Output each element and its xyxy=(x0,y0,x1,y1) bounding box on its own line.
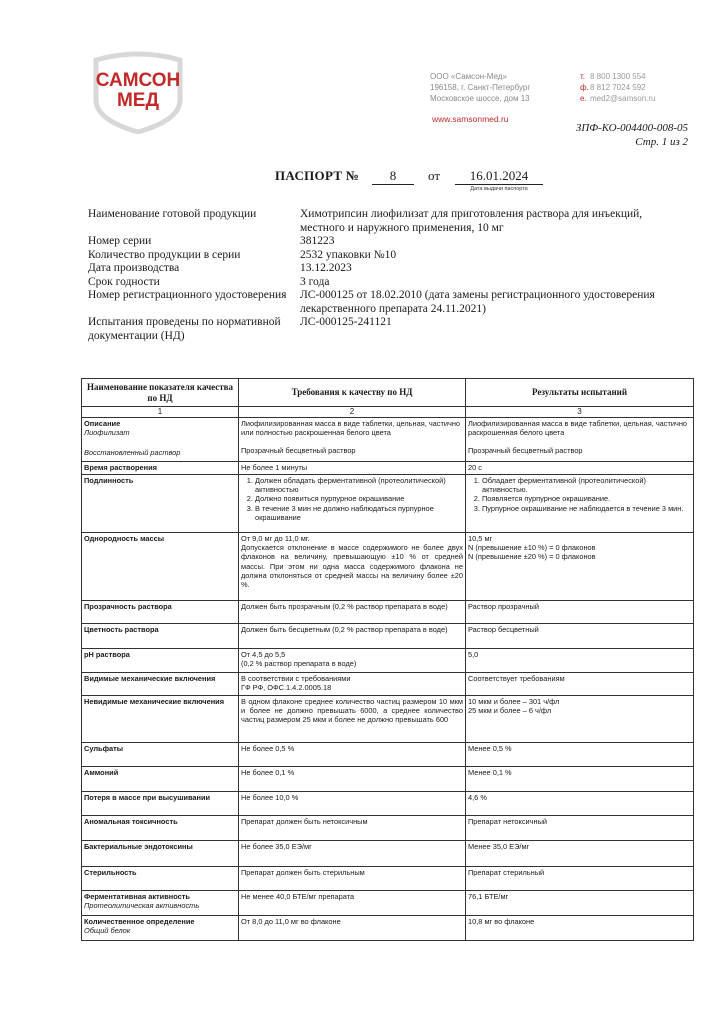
result-text: 10,8 мг во флаконе xyxy=(466,916,694,941)
requirement-text: Должен быть бесцветным (0,2 % раствор препарата в воде) xyxy=(239,624,466,649)
col-header-requirements: Требования к качеству по НД xyxy=(239,379,466,407)
indicator-name: Цветность раствора xyxy=(84,625,159,634)
requirement-list xyxy=(241,476,463,522)
result-text: 10,5 мг xyxy=(468,534,493,543)
indicator-cell xyxy=(82,916,239,941)
info-value: Химотрипсин лиофилизат для приготовления раствора для инъекций, местного и наружного применения, 10 мг xyxy=(300,208,643,234)
requirement-text: Не более 0,5 % xyxy=(239,743,466,767)
requirement-cell xyxy=(239,533,466,601)
info-row xyxy=(88,249,688,263)
result-text: Менее 35,0 ЕЭ/мг xyxy=(466,841,694,867)
requirement-text: Не менее 40,0 БТЕ/мг препарата xyxy=(239,891,466,916)
table-row xyxy=(82,601,694,624)
requirement-text: Препарат должен быть стерильным xyxy=(239,867,466,891)
result-cell xyxy=(466,533,694,601)
indicator-name: Описание xyxy=(84,419,121,428)
table-row xyxy=(82,867,694,891)
requirement-text: Лиофилизированная масса в виде таблетки, цельная, частично или полностью раскрошенная белого цвета xyxy=(241,419,461,438)
info-row xyxy=(88,262,688,276)
info-label: Наименование готовой продукции xyxy=(88,208,257,220)
info-row xyxy=(88,316,688,343)
requirement-text: (0,2 % раствор препарата в воде) xyxy=(241,659,357,669)
page-info: Стр. 1 из 2 xyxy=(635,136,688,148)
requirement-text: Не более 1 минуты xyxy=(239,462,466,475)
info-value: 2532 упаковки №10 xyxy=(300,248,397,261)
col-header-results: Результаты испытаний xyxy=(466,379,694,407)
result-text: 25 мкм и более – 6 ч/фл xyxy=(468,706,552,716)
requirement-text: Препарат должен быть нетоксичным xyxy=(239,816,466,841)
phone-label: т. xyxy=(580,72,585,81)
indicator-name: Аномальная токсичность xyxy=(84,817,178,826)
table-row xyxy=(82,418,694,462)
passport-date: 16.01.2024 xyxy=(455,168,543,185)
list-item: 2. Должно появиться пурпурное окрашивание xyxy=(255,494,463,503)
requirement-text: Должен быть прозрачным (0,2 % раствор препарата в воде) xyxy=(239,601,466,624)
requirement-text: Не более 0,1 % xyxy=(239,767,466,792)
list-item: 3. Пурпурное окрашивание не наблюдается в течение 3 мин. xyxy=(482,504,691,513)
info-value: 3 года xyxy=(300,275,330,288)
indicator-name: pH раствора xyxy=(84,650,130,659)
table-row xyxy=(82,462,694,475)
table-row xyxy=(82,475,694,533)
indicator-name: Аммоний xyxy=(84,768,119,777)
indicator-name: Количественное определение xyxy=(84,917,195,926)
result-text: Раствор прозрачный xyxy=(466,601,694,624)
info-label: Номер регистрационного удостоверения xyxy=(88,289,287,301)
email: med2@samson.ru xyxy=(590,94,656,103)
table-index-row xyxy=(82,407,694,418)
passport-label: ПАСПОРТ № xyxy=(275,168,360,183)
indicator-cell xyxy=(82,649,239,673)
result-text: 5,0 xyxy=(466,649,694,673)
indicator-cell xyxy=(82,601,239,624)
phone: 8 800 1300 554 xyxy=(590,72,646,81)
table-row xyxy=(82,792,694,816)
indicator-name: Стерильность xyxy=(84,868,137,877)
result-text: Препарат стерильный xyxy=(466,867,694,891)
result-text: N (превышение ±20 %) = 0 флаконов xyxy=(468,552,596,562)
result-text: N (превышение ±10 %) = 0 флаконов xyxy=(468,543,596,553)
info-label: Срок годности xyxy=(88,275,160,288)
table-row xyxy=(82,649,694,673)
requirement-text: Допускается отклонение в массе содержимого не более двух флаконов на величину, превышающую ±10 % от средней массы. При этом ни одна масса содержимого флакона не должна отклоняться от средней массы на величину более ±20 %. xyxy=(241,543,463,590)
result-text: Менее 0,5 % xyxy=(466,743,694,767)
indicator-cell xyxy=(82,462,239,475)
list-item: 2. Появляется пурпурное окрашивание. xyxy=(482,494,691,503)
indicator-cell xyxy=(82,743,239,767)
indicator-name: Однородность массы xyxy=(84,534,165,543)
list-item: 1. Обладает ферментативной (протеолитической) активностью. xyxy=(482,476,691,494)
table-row xyxy=(82,743,694,767)
company-name: ООО «Самсон-Мед» xyxy=(430,72,507,81)
result-list xyxy=(468,476,691,513)
col-header-indicator: Наименование показателя качества по НД xyxy=(82,379,239,407)
result-text: 4,6 % xyxy=(466,792,694,816)
requirement-text: ГФ РФ, ОФС.1.4.2.0005.18 xyxy=(241,683,332,693)
list-item: 1. Должен обладать ферментативной (протеолитической) активностью xyxy=(255,476,463,494)
info-label: Дата производства xyxy=(88,262,180,274)
indicator-cell xyxy=(82,533,239,601)
indicator-name: Видимые механические включения xyxy=(84,674,216,683)
indicator-sub: Протеолитическая активность xyxy=(84,901,200,911)
table-row xyxy=(82,696,694,743)
indicator-name: Потеря в массе при высушивании xyxy=(84,793,211,802)
indicator-sub: Восстановленный раствор xyxy=(84,448,181,458)
result-cell xyxy=(466,418,694,462)
table-row xyxy=(82,624,694,649)
passport-title xyxy=(0,168,724,192)
indicator-name: Прозрачность раствора xyxy=(84,602,172,611)
indicator-cell xyxy=(82,673,239,696)
company-info xyxy=(430,71,570,104)
indicator-sub: Общий белок xyxy=(84,926,131,936)
requirement-text: От 4,5 до 5,5 xyxy=(241,650,286,659)
fax: 8 812 7024 592 xyxy=(590,83,646,92)
date-caption: Дата выдачи паспорта xyxy=(470,186,528,192)
result-text: Прозрачный бесцветный раствор xyxy=(468,446,583,456)
table-row xyxy=(82,916,694,941)
table-row xyxy=(82,533,694,601)
requirement-text: В одном флаконе среднее количество частиц размером 10 мкм и более не должно превышать 6000, а среднее количество частиц размером 25 мкм и более не должно превышать 600 xyxy=(239,696,466,743)
indicator-cell xyxy=(82,891,239,916)
indicator-cell xyxy=(82,624,239,649)
requirement-cell xyxy=(239,475,466,533)
result-text: Менее 0,1 % xyxy=(466,767,694,792)
requirement-text: От 9,0 мг до 11,0 мг. xyxy=(241,534,310,543)
requirement-text: Не более 35,0 ЕЭ/мг xyxy=(239,841,466,867)
passport-from-label: от xyxy=(428,168,441,183)
info-label: Количество продукции в серии xyxy=(88,248,241,261)
requirement-cell xyxy=(239,649,466,673)
info-value: ЛС-000125-241121 xyxy=(300,316,392,328)
indicator-name: Невидимые механические включения xyxy=(84,697,225,706)
company-logo xyxy=(88,50,188,134)
company-address-line-2: Московское шоссе, дом 13 xyxy=(430,94,530,103)
indicator-name: Время растворения xyxy=(84,463,157,472)
indicator-cell xyxy=(82,841,239,867)
result-text: 10 мкм и более – 301 ч/фл xyxy=(468,697,560,706)
requirement-text: Не более 10,0 % xyxy=(239,792,466,816)
email-label: e. xyxy=(580,94,587,103)
info-label: Номер серии xyxy=(88,235,152,247)
indicator-name: Бактериальные эндотоксины xyxy=(84,842,193,851)
requirement-text: От 8,0 до 11,0 мг во флаконе xyxy=(239,916,466,941)
indicator-cell xyxy=(82,696,239,743)
logo-text-top: САМСОН xyxy=(95,70,181,91)
result-text: Соответствует требованиям xyxy=(466,673,694,696)
result-cell xyxy=(466,475,694,533)
requirement-cell xyxy=(239,418,466,462)
fax-label: ф. xyxy=(580,83,589,92)
indicator-cell xyxy=(82,792,239,816)
col-index: 2 xyxy=(239,407,466,418)
table-row xyxy=(82,767,694,792)
indicator-cell xyxy=(82,475,239,533)
list-item: 3. В течение 3 мин не должно наблюдаться пурпурное окрашивание xyxy=(255,504,463,522)
info-value: 381223 xyxy=(300,235,335,247)
product-info xyxy=(88,208,688,343)
logo-text-bottom: МЕД xyxy=(116,90,160,111)
document-code xyxy=(576,121,688,149)
result-text: 76,1 БТЕ/мг xyxy=(466,891,694,916)
info-value: 13.12.2023 xyxy=(300,262,352,274)
requirement-text: В соответствии с требованиями xyxy=(241,674,351,683)
info-row xyxy=(88,208,688,235)
indicator-name: Сульфаты xyxy=(84,744,124,753)
indicator-name: Ферментативная активность xyxy=(84,892,190,901)
info-row xyxy=(88,276,688,290)
passport-number: 8 xyxy=(372,168,414,185)
company-contacts xyxy=(580,71,690,104)
indicator-cell xyxy=(82,767,239,792)
info-value: ЛС-000125 от 18.02.2010 (дата замены регистрационного удостоверения лекарственного препарата 24.11.2021) xyxy=(300,289,655,315)
result-text: Лиофилизированная масса в виде таблетки, цельная, частично раскрошенная белого цвета xyxy=(468,419,688,438)
info-row xyxy=(88,289,688,316)
table-row xyxy=(82,673,694,696)
info-label: Испытания проведены по нормативной документации (НД) xyxy=(88,316,281,342)
indicator-name: Подлинность xyxy=(84,476,134,485)
table-header-row xyxy=(82,379,694,407)
requirement-cell xyxy=(239,673,466,696)
doc-code: ЗПФ-КО-004400-008-05 xyxy=(575,122,688,134)
result-cell xyxy=(466,696,694,743)
requirement-text: Прозрачный бесцветный раствор xyxy=(241,446,356,456)
info-row xyxy=(88,235,688,249)
company-address-line-1: 196158, г. Санкт-Петербург xyxy=(430,83,531,92)
result-text: 20 с xyxy=(466,462,694,475)
indicator-sub: Лиофилизат xyxy=(84,428,130,438)
indicator-cell xyxy=(82,867,239,891)
table-row xyxy=(82,841,694,867)
indicator-cell xyxy=(82,816,239,841)
table-row xyxy=(82,891,694,916)
website-link[interactable]: www.samsonmed.ru xyxy=(432,114,509,124)
col-index: 1 xyxy=(82,407,239,418)
quality-table xyxy=(81,378,694,941)
indicator-cell xyxy=(82,418,239,462)
col-index: 3 xyxy=(466,407,694,418)
result-text: Препарат нетоксичный xyxy=(466,816,694,841)
table-row xyxy=(82,816,694,841)
result-text: Раствор бесцветный xyxy=(466,624,694,649)
